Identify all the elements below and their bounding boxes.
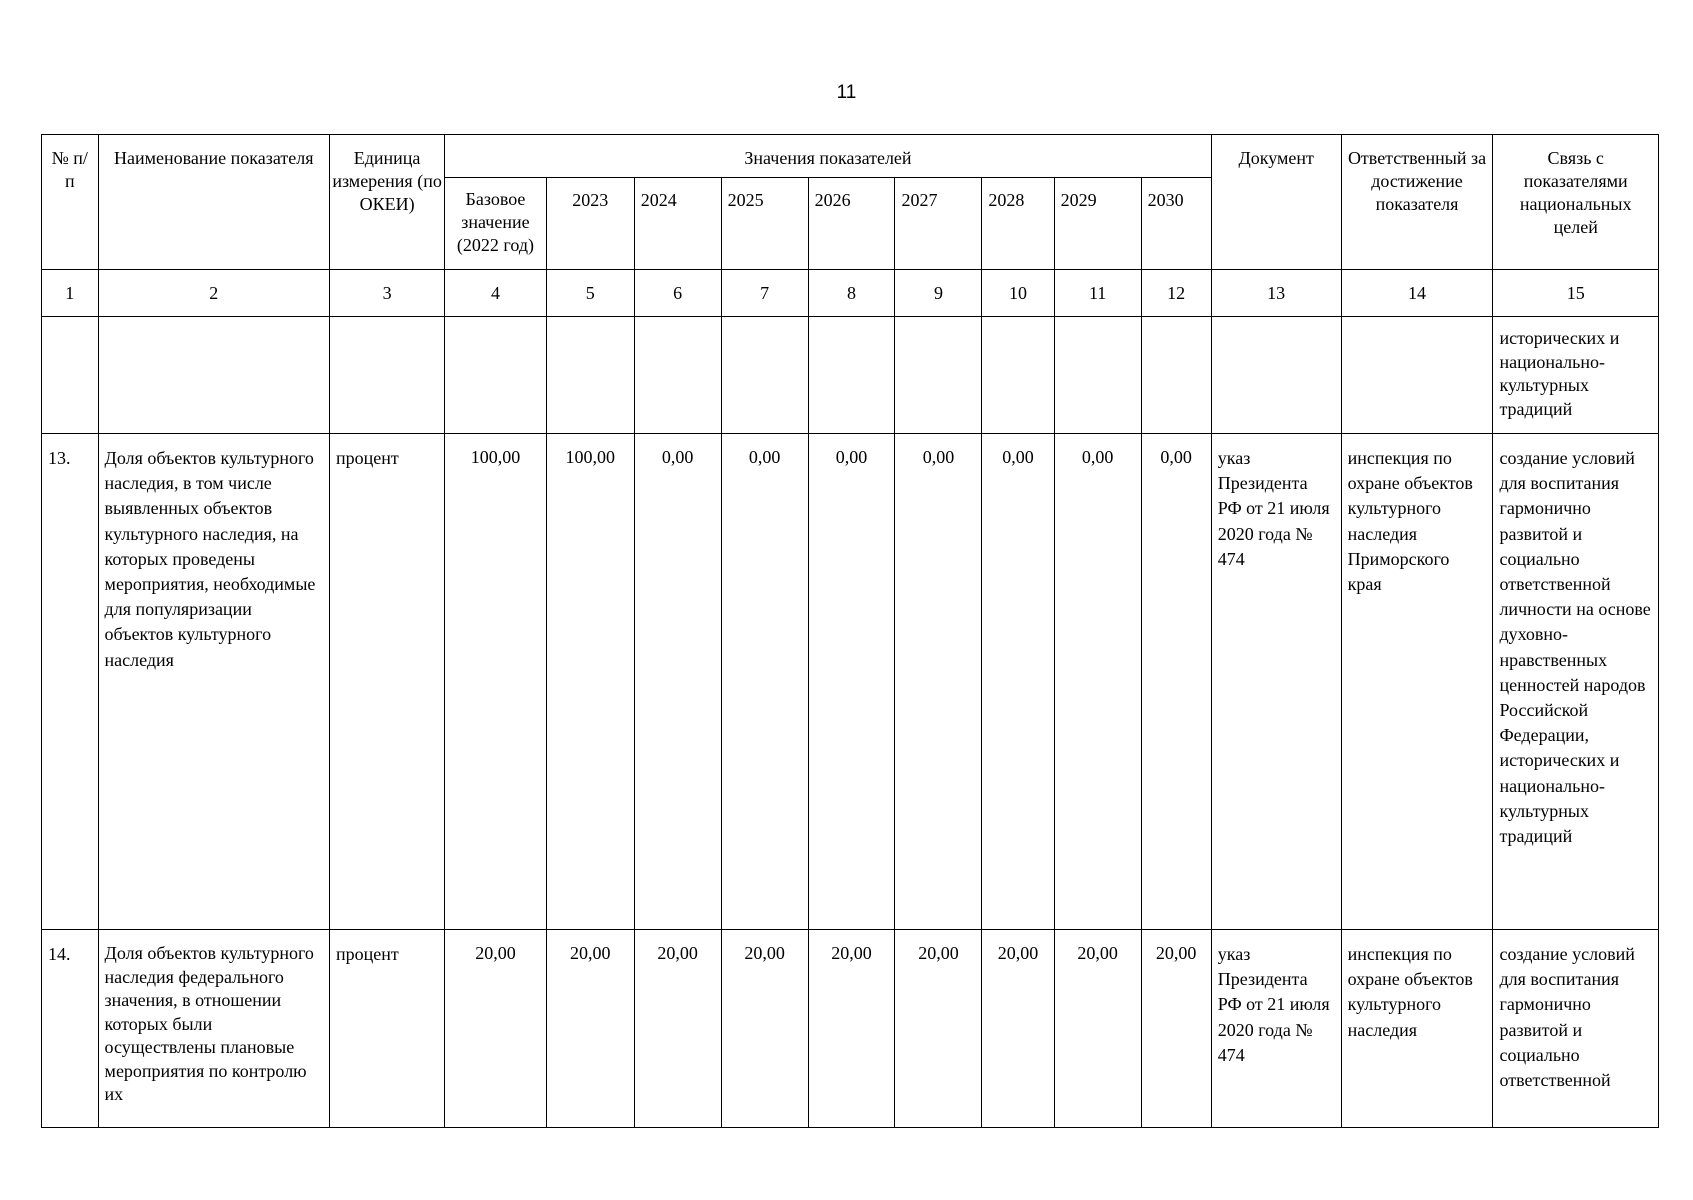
row-value: 0,00 <box>1141 434 1211 930</box>
header-base-value: Базовое значение (2022 год) <box>445 178 547 270</box>
row-name: Доля объектов культурного наследия, в том числе выявленных объектов культурного наследия, на которых проведены мероприятия, необходимые для популяризации объектов культурного наследия <box>98 434 329 930</box>
row-link: создание условий для воспитания гармонично развитой и социально ответственной <box>1493 930 1659 1128</box>
row-value: 0,00 <box>634 434 721 930</box>
header-year: 2025 <box>721 178 808 270</box>
row-link: исторических и национально-культурных традиций <box>1493 317 1659 434</box>
row-responsible <box>1341 317 1493 434</box>
row-value <box>721 317 808 434</box>
row-unit: процент <box>329 434 444 930</box>
header-link: Связь с показателями национальных целей <box>1493 135 1659 270</box>
column-number: 14 <box>1341 270 1493 317</box>
row-link: создание условий для воспитания гармонично развитой и социально ответственной личности на основе духовно-нравственных ценностей народов Российской Федерации, исторических и национально-культурных традиций <box>1493 434 1659 930</box>
column-number: 5 <box>546 270 634 317</box>
row-value: 20,00 <box>1141 930 1211 1128</box>
row-value: 20,00 <box>982 930 1054 1128</box>
row-responsible: инспекция по охране объектов культурного наследия <box>1341 930 1493 1128</box>
row-value: 20,00 <box>808 930 895 1128</box>
row-value: 20,00 <box>721 930 808 1128</box>
row-num: 14. <box>42 930 99 1128</box>
column-number: 10 <box>982 270 1054 317</box>
row-value <box>895 317 982 434</box>
row-value: 0,00 <box>721 434 808 930</box>
header-unit: Единица измерения (по ОКЕИ) <box>329 135 444 270</box>
header-year: 2028 <box>982 178 1054 270</box>
row-document: указ Президента РФ от 21 июля 2020 года № 474 <box>1211 930 1341 1128</box>
page-number: 11 <box>836 82 857 103</box>
row-value: 0,00 <box>808 434 895 930</box>
column-number: 7 <box>721 270 808 317</box>
header-document: Документ <box>1211 135 1341 270</box>
header-values: Значения показателей <box>445 135 1212 178</box>
header-year: 2024 <box>634 178 721 270</box>
row-name: Доля объектов культурного наследия федерального значения, в отношении которых были осуществлены плановые мероприятия по контролю их <box>98 930 329 1128</box>
column-number: 9 <box>895 270 982 317</box>
header-year: 2029 <box>1054 178 1141 270</box>
row-value: 0,00 <box>895 434 982 930</box>
column-number: 13 <box>1211 270 1341 317</box>
column-number: 3 <box>329 270 444 317</box>
header-year: 2023 <box>546 178 634 270</box>
column-number: 8 <box>808 270 895 317</box>
row-name <box>98 317 329 434</box>
row-value <box>808 317 895 434</box>
row-unit: процент <box>329 930 444 1128</box>
row-num <box>42 317 99 434</box>
column-number: 1 <box>42 270 99 317</box>
row-num: 13. <box>42 434 99 930</box>
row-value: 20,00 <box>1054 930 1141 1128</box>
header-name: Наименование показателя <box>98 135 329 270</box>
row-value <box>634 317 721 434</box>
column-number: 6 <box>634 270 721 317</box>
row-value: 20,00 <box>895 930 982 1128</box>
row-value: 100,00 <box>445 434 547 930</box>
row-value: 20,00 <box>445 930 547 1128</box>
row-value: 0,00 <box>1054 434 1141 930</box>
column-number: 15 <box>1493 270 1659 317</box>
column-number: 12 <box>1141 270 1211 317</box>
header-year: 2027 <box>895 178 982 270</box>
row-document <box>1211 317 1341 434</box>
row-value: 0,00 <box>982 434 1054 930</box>
row-value <box>982 317 1054 434</box>
column-numbers-row <box>42 270 1659 317</box>
row-responsible: инспекция по охране объектов культурного наследия Приморского края <box>1341 434 1493 930</box>
row-value: 20,00 <box>634 930 721 1128</box>
row-value: 100,00 <box>546 434 634 930</box>
table-row <box>42 930 1659 1128</box>
row-value <box>1141 317 1211 434</box>
indicators-table <box>41 134 1659 1128</box>
table-row <box>42 317 1659 434</box>
row-value <box>546 317 634 434</box>
row-value <box>445 317 547 434</box>
row-document: указ Президента РФ от 21 июля 2020 года № 474 <box>1211 434 1341 930</box>
row-value <box>1054 317 1141 434</box>
header-year: 2026 <box>808 178 895 270</box>
table-row <box>42 434 1659 930</box>
column-number: 11 <box>1054 270 1141 317</box>
header-responsible: Ответственный за достижение показателя <box>1341 135 1493 270</box>
column-number: 2 <box>98 270 329 317</box>
header-year: 2030 <box>1141 178 1211 270</box>
header-num: № п/п <box>42 135 99 270</box>
row-value: 20,00 <box>546 930 634 1128</box>
column-number: 4 <box>445 270 547 317</box>
row-unit <box>329 317 444 434</box>
